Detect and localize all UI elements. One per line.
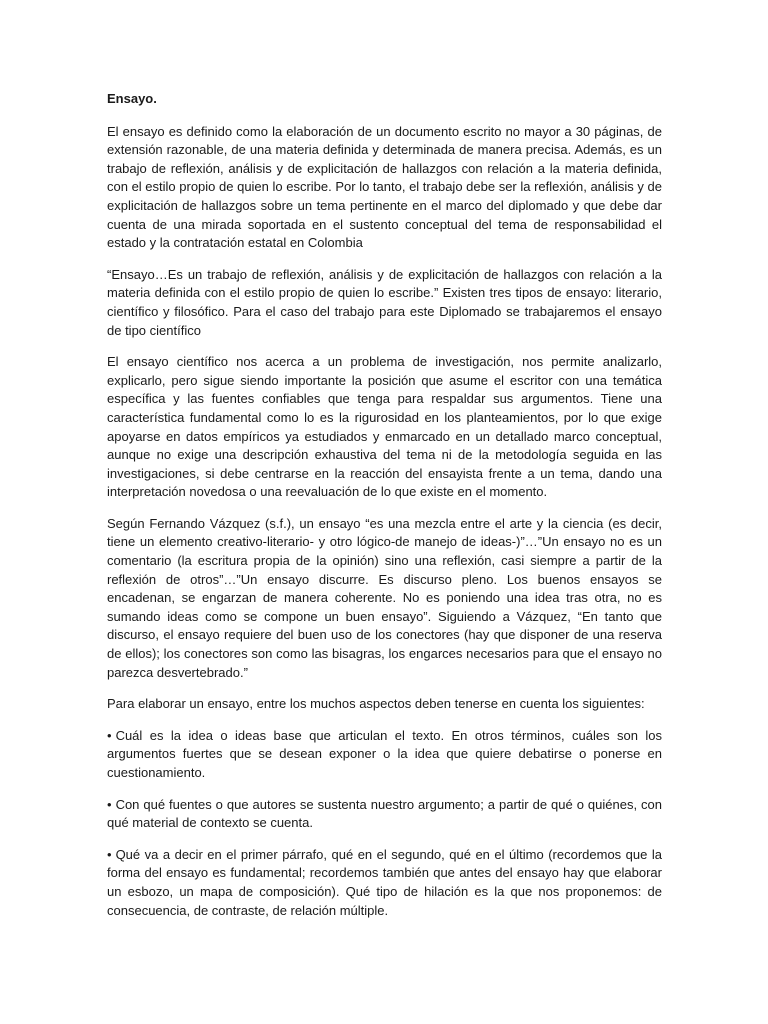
paragraph-aspects-intro: Para elaborar un ensayo, entre los muchos aspectos deben tenerse en cuenta los siguientes: [107, 696, 645, 712]
document-title: Ensayo. [107, 91, 157, 106]
bullet-dot: • [107, 796, 112, 812]
bullet-text: Qué va a decir en el primer párrafo, qué en el segundo, qué en el último (recordemos que la forma del ensayo es fundamental; recordemos también que antes del ensayo hay que elaborar un esbozo, un mapa de composición). Qué tipo de hilación es la que nos proponemos: de consecuencia, de contraste, de relación múltiple. [107, 846, 662, 918]
paragraph-vazquez-quote: Según Fernando Vázquez (s.f.), un ensayo “es una mezcla entre el arte y la ciencia (es decir, tiene un elemento creativo-literario- y otro lógico-de manejo de ideas-)”…”Un ensayo no es un comentario (la escritura propia de la opinión) sino una reflexión, casi siempre a partir de la reflexión de otros”…”Un ensayo discurre. Es discurso pleno. Los buenos ensayos se encadenan, se engarzan de manera coherente. No es poniendo una idea tras otra, no es sumando ideas como se compone un buen ensayo”. Siguiendo a Vázquez, “En tanto que discurso, el ensayo requiere del buen uso de los conectores (hay que disponer de una reserva de ellos); los conectores son como las bisagras, los engarces necesarios para que el ensayo no parezca desvertebrado.” [107, 515, 662, 680]
bullet-item-structure [107, 846, 662, 920]
paragraph-scientific-essay: El ensayo científico nos acerca a un problema de investigación, nos permite analizarlo, explicarlo, pero sigue siendo importante la posición que asume el escritor con una temática específica y las fuentes confiables que tenga para respaldar sus argumentos. Tiene una característica fundamental como lo es la rigurosidad en los planteamientos, por lo que exige apoyarse en datos empíricos ya estudiados y enmarcado en un detallado marco conceptual, aunque no exige una descripción exhaustiva del tema ni de la metodología seguida en las investigaciones, si debe centrarse en la reacción del ensayista frente a un tema, dando una interpretación novedosa o una reevaluación de lo que existe en el momento. [107, 354, 662, 500]
bullet-dot: • [107, 846, 112, 862]
paragraph-quote-types: “Ensayo…Es un trabajo de reflexión, análisis y de explicitación de hallazgos con relación a la materia definida con el estilo propio de quien lo escribe.” Existen tres tipos de ensayo: literario, científico y filosófico. Para el caso del trabajo para este Diplomado se trabajaremos el ensayo de tipo científico [107, 266, 662, 338]
bullet-item-base-ideas [107, 727, 662, 783]
bullet-item-sources [107, 796, 662, 833]
bullet-text: Con qué fuentes o que autores se sustenta nuestro argumento; a partir de qué o quiénes, con qué material de contexto se cuenta. [107, 796, 662, 831]
document-body [107, 90, 662, 933]
paragraph-definition: El ensayo es definido como la elaboración de un documento escrito no mayor a 30 páginas, de extensión razonable, de una materia definida y determinada de manera precisa. Además, es un trabajo de reflexión, análisis y de explicitación de hallazgos con relación a la materia definida, con el estilo propio de quien lo escribe. Por lo tanto, el trabajo debe ser la reflexión, análisis y de explicitación de hallazgos sobre un tema pertinente en el marco del diplomado y que debe dar cuenta de una mirada soportada en el sustento conceptual del tema de responsabilidad el estado y la contratación estatal en Colombia [107, 123, 662, 251]
bullet-text: Cuál es la idea o ideas base que articulan el texto. En otros términos, cuáles son los argumentos fuertes que se desean exponer o la idea que quiere debatirse o ponerse en cuestionamiento. [107, 727, 662, 780]
bullet-dot: • [107, 727, 112, 743]
